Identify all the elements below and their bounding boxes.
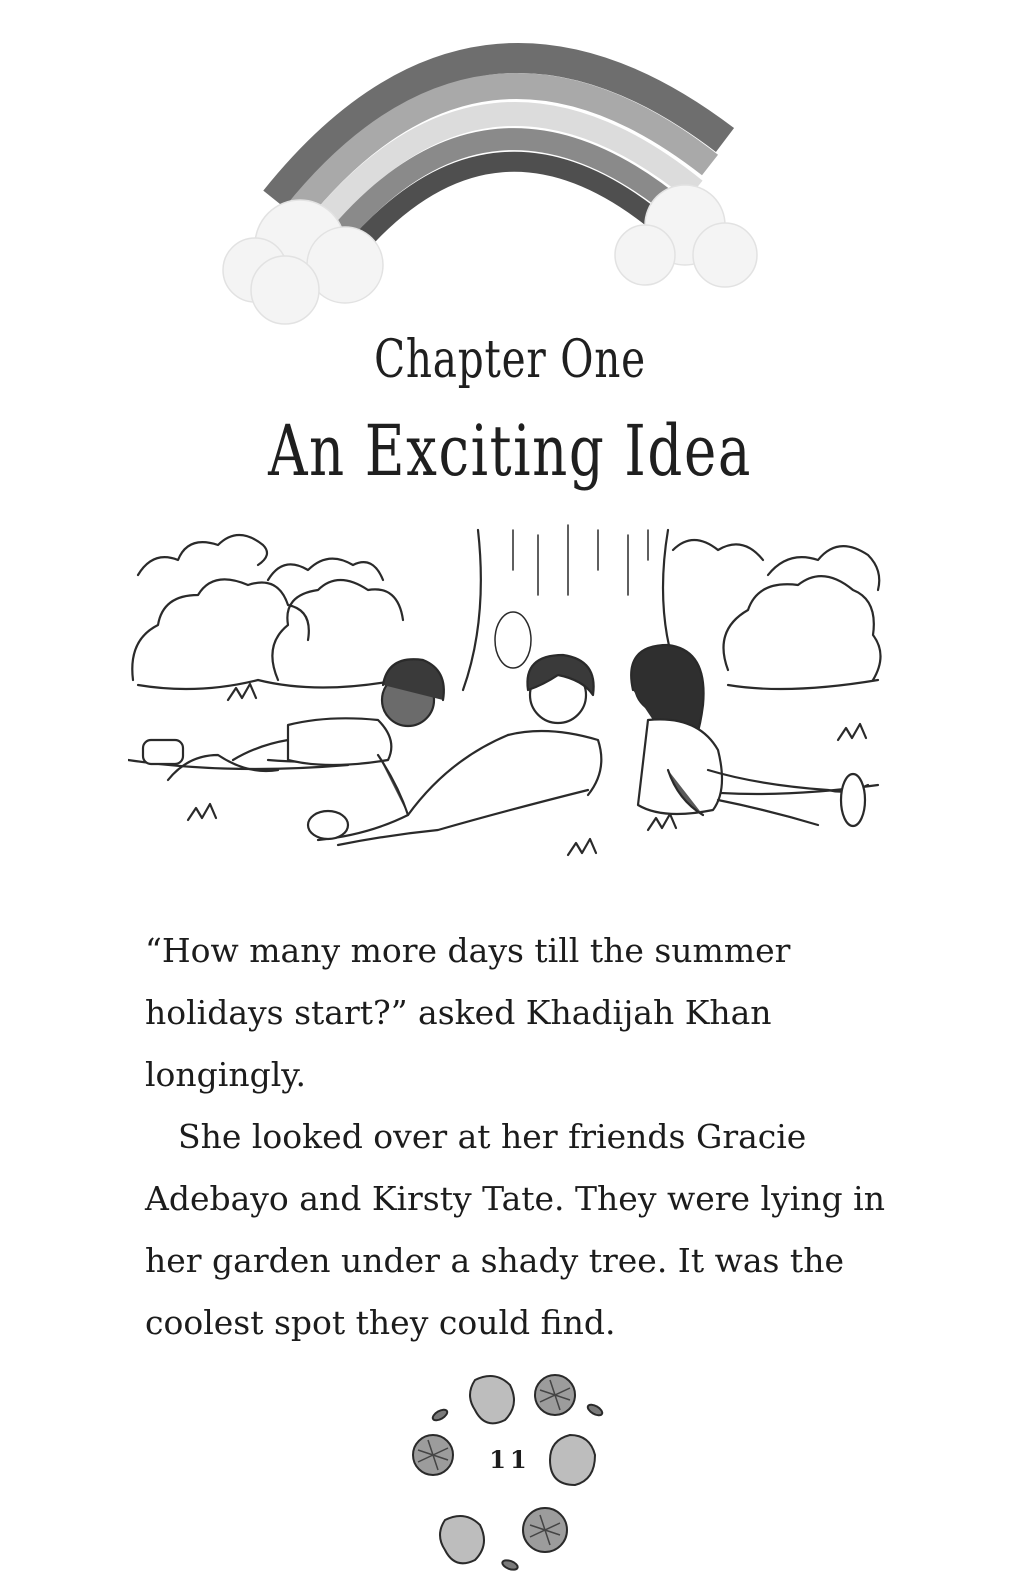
story-text bbox=[145, 920, 935, 1354]
story-paragraph: “How many more days till the summer holidays start?” asked Khadijah Khan longingly. bbox=[145, 931, 791, 1094]
page-number: 11 bbox=[489, 1445, 531, 1474]
cloud-icon bbox=[223, 185, 757, 324]
chapter-label: Chapter One bbox=[374, 330, 646, 390]
chapter-title: An Exciting Idea bbox=[268, 410, 752, 492]
rainbow-icon bbox=[215, 30, 775, 340]
garden-illustration bbox=[128, 520, 888, 885]
story-paragraph: She looked over at her friends Gracie Adebayo and Kirsty Tate. They were lying in her garden under a shady tree. It was the coolest spot they could find. bbox=[145, 1117, 885, 1342]
